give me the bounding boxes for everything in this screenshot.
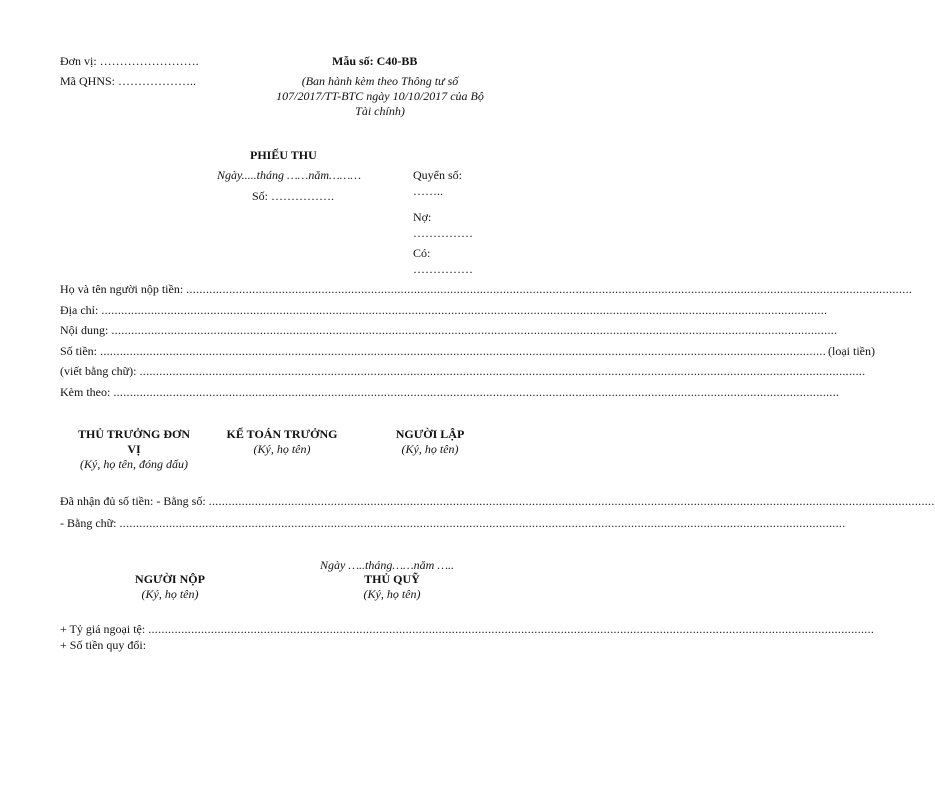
preparer-signature bbox=[370, 427, 490, 457]
attached-label: Kèm theo: bbox=[60, 385, 111, 399]
payer-name-line: ............................................................................................................................................................................................................................ bbox=[186, 282, 913, 296]
document-number: Số: ……………. bbox=[252, 189, 335, 203]
amount-line: ............................................................................................................................................................................................................................ bbox=[100, 344, 827, 358]
payer-name-row bbox=[60, 282, 913, 298]
address-row bbox=[60, 303, 828, 319]
in-words-line: ............................................................................................................................................................................................................................ bbox=[139, 364, 866, 378]
received-words-row bbox=[60, 516, 846, 532]
chief-accountant-signature bbox=[212, 427, 352, 457]
received-number-row bbox=[60, 494, 935, 510]
cashier-title: THỦ QUỸ bbox=[364, 572, 420, 586]
content-row bbox=[60, 323, 838, 339]
book-number-label: Quyển số: bbox=[413, 168, 462, 182]
book-number-dots: …….. bbox=[413, 184, 443, 198]
amount-label: Số tiền: bbox=[60, 344, 98, 358]
issued-note-line3: Tài chính) bbox=[355, 104, 405, 118]
debit-label: Nợ: bbox=[413, 210, 432, 224]
payer-signature bbox=[100, 572, 240, 602]
issued-note-line2: 107/2017/TT-BTC ngày 10/10/2017 của Bộ bbox=[276, 89, 484, 103]
chief-accountant-title: KẾ TOÁN TRƯỞNG bbox=[226, 427, 338, 441]
preparer-title: NGƯỜI LẬP bbox=[395, 427, 465, 441]
debit-dots: …………… bbox=[413, 226, 473, 240]
unit-head-title-1: THỦ TRƯỞNG ĐƠN bbox=[77, 427, 190, 441]
unit-field: Đơn vị: ……………………. bbox=[60, 54, 199, 68]
preparer-note: (Ký, họ tên) bbox=[401, 442, 459, 456]
credit-dots: …………… bbox=[413, 262, 473, 276]
content-line: ............................................................................................................................................................................................................................ bbox=[111, 323, 838, 337]
in-words-row bbox=[60, 364, 866, 380]
address-line: ............................................................................................................................................................................................................................ bbox=[101, 303, 828, 317]
received-number-label: Đã nhận đủ số tiền: - Bằng số: bbox=[60, 494, 206, 508]
credit-label: Có: bbox=[413, 246, 431, 260]
received-words-line: ............................................................................................................................................................................................................................ bbox=[119, 516, 846, 530]
cashier-signature bbox=[322, 572, 462, 602]
currency-type-label: (loại tiền) bbox=[828, 344, 875, 358]
unit-head-title-2: VỊ bbox=[127, 442, 141, 456]
payer-name-label: Họ và tên người nộp tiền: bbox=[60, 282, 184, 296]
fx-rate-line: ............................................................................................................................................................................................................................ bbox=[148, 622, 875, 636]
unit-head-note: (Ký, họ tên, đóng dấu) bbox=[80, 457, 188, 471]
issued-note bbox=[255, 74, 505, 119]
payer-note: (Ký, họ tên) bbox=[141, 587, 199, 601]
content-label: Nội dung: bbox=[60, 323, 109, 337]
unit-head-signature bbox=[60, 427, 208, 472]
document-title: PHIẾU THU bbox=[250, 148, 317, 162]
address-label: Địa chỉ: bbox=[60, 303, 99, 317]
received-number-line: ............................................................................................................................................................................................................................ bbox=[208, 494, 935, 508]
payer-title: NGƯỜI NỘP bbox=[135, 572, 205, 586]
converted-amount-label: + Số tiền quy đổi: bbox=[60, 638, 147, 652]
attached-row bbox=[60, 385, 840, 401]
qhns-field: Mã QHNS: ……………….. bbox=[60, 74, 197, 88]
received-words-label: - Bằng chữ: bbox=[60, 516, 117, 530]
fx-rate-label: + Tỷ giá ngoại tệ: bbox=[60, 622, 146, 636]
attached-line: ............................................................................................................................................................................................................................ bbox=[113, 385, 840, 399]
amount-row bbox=[60, 344, 875, 360]
fx-rate-row bbox=[60, 622, 875, 638]
receipt-date: Ngày …..tháng……năm ….. bbox=[320, 558, 455, 572]
document-date: Ngày.....tháng ……năm……… bbox=[217, 168, 362, 182]
chief-accountant-note: (Ký, họ tên) bbox=[253, 442, 311, 456]
in-words-label: (viết bằng chữ): bbox=[60, 364, 137, 378]
form-number: Mẫu số: C40-BB bbox=[332, 54, 418, 68]
issued-note-line1: (Ban hành kèm theo Thông tư số bbox=[301, 74, 459, 88]
cashier-note: (Ký, họ tên) bbox=[363, 587, 421, 601]
